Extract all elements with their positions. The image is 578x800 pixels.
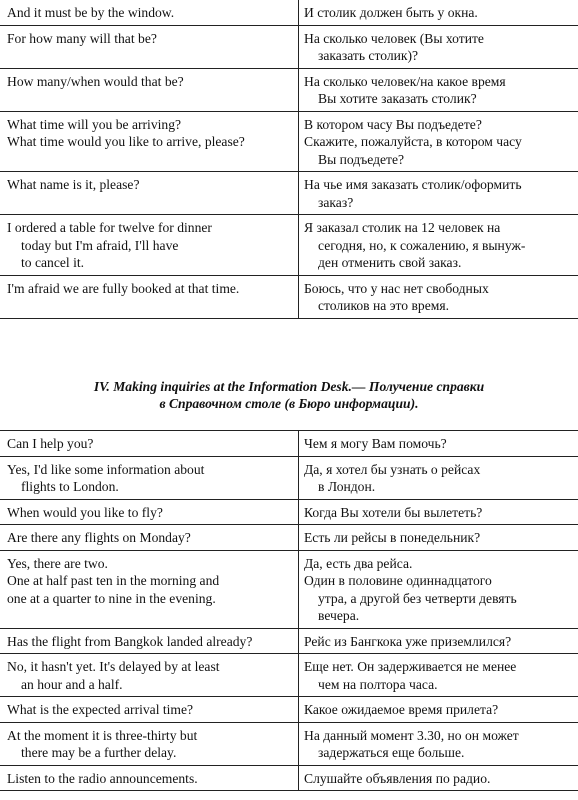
phrase-row bbox=[0, 525, 578, 551]
phrase-row bbox=[0, 456, 578, 499]
russian-translation bbox=[299, 215, 578, 276]
phrase-line: ден отменить свой заказ. bbox=[318, 255, 462, 270]
russian-translation bbox=[299, 722, 578, 765]
russian-translation bbox=[299, 68, 578, 111]
russian-translation bbox=[299, 431, 578, 457]
phrase-row bbox=[0, 697, 578, 723]
russian-translation bbox=[299, 765, 578, 791]
phrase-row bbox=[0, 215, 578, 276]
phrase-row bbox=[0, 275, 578, 318]
phrase-line: Есть ли рейсы в понедельник? bbox=[304, 530, 481, 545]
russian-translation bbox=[299, 111, 578, 172]
phrase-line: Еще нет. Он задерживается не менее bbox=[304, 659, 517, 674]
phrase-line: столиков на это время. bbox=[318, 298, 449, 313]
english-phrase bbox=[0, 431, 299, 457]
english-phrase bbox=[0, 172, 299, 215]
phrase-line: Вы подъедете? bbox=[318, 151, 405, 167]
english-phrase bbox=[0, 765, 299, 791]
phrase-line: one at a quarter to nine in the evening. bbox=[7, 590, 216, 606]
phrase-line: Да, я хотел бы узнать о рейсах bbox=[304, 461, 481, 477]
phrase-row bbox=[0, 111, 578, 172]
phrase-line: Yes, there are two. bbox=[7, 555, 108, 571]
phrase-line: Какое ожидаемое время прилета? bbox=[304, 702, 499, 717]
phrase-line: Yes, I'd like some information about bbox=[7, 461, 205, 477]
phrase-line: чем на полтора часа. bbox=[318, 676, 438, 692]
phrase-line: На данный момент 3.30, но он может bbox=[304, 727, 519, 743]
section-heading-line-1: IV. Making inquiries at the Information Desk.— Получение справки bbox=[93, 379, 485, 394]
phrase-row bbox=[0, 628, 578, 654]
english-phrase bbox=[0, 654, 299, 697]
phrase-line: to cancel it. bbox=[21, 255, 85, 270]
section-heading-line-2: в Справочном столе (в Бюро информации). bbox=[159, 396, 419, 411]
phrase-line: today but I'm afraid, I'll have bbox=[21, 237, 179, 253]
phrase-line: Боюсь, что у нас нет свободных bbox=[304, 280, 489, 296]
russian-translation bbox=[299, 654, 578, 697]
phrase-line: На сколько человек (Вы хотите bbox=[304, 30, 484, 46]
phrase-row bbox=[0, 0, 578, 25]
phrase-line: For how many will that be? bbox=[7, 30, 157, 46]
phrase-row bbox=[0, 722, 578, 765]
phrase-line: I'm afraid we are fully booked at that time. bbox=[7, 280, 240, 296]
russian-translation bbox=[299, 25, 578, 68]
phrase-line: When would you like to fly? bbox=[7, 504, 163, 520]
phrase-line: задержаться еще больше. bbox=[318, 745, 465, 760]
phrase-line: На чье имя заказать столик/оформить bbox=[304, 177, 522, 192]
phrase-row bbox=[0, 765, 578, 791]
phrase-line: Слушайте объявления по радио. bbox=[304, 770, 491, 786]
phrase-line: Are there any flights on Monday? bbox=[7, 530, 191, 545]
phrase-row bbox=[0, 431, 578, 457]
phrase-line: One at half past ten in the morning and bbox=[7, 573, 220, 588]
phrase-line: Listen to the radio announcements. bbox=[7, 770, 198, 786]
russian-translation bbox=[299, 0, 578, 25]
english-phrase bbox=[0, 275, 299, 318]
phrase-line: Can I help you? bbox=[7, 436, 94, 451]
english-phrase bbox=[0, 456, 299, 499]
phrase-line: What time will you be arriving? bbox=[7, 116, 182, 132]
english-phrase bbox=[0, 628, 299, 654]
phrase-line: No, it hasn't yet. It's delayed by at least bbox=[7, 659, 220, 674]
phrase-line: сегодня, но, к сожалению, я вынуж- bbox=[318, 237, 526, 253]
phrase-line: утра, а другой без четверти девять bbox=[318, 590, 517, 606]
russian-translation bbox=[299, 456, 578, 499]
phrase-line: And it must be by the window. bbox=[7, 5, 175, 20]
phrase-line: Вы хотите заказать столик? bbox=[318, 91, 477, 106]
phrase-line: an hour and a half. bbox=[21, 676, 123, 692]
section-heading bbox=[0, 378, 578, 412]
english-phrase bbox=[0, 550, 299, 628]
phrase-line: At the moment it is three-thirty but bbox=[7, 727, 198, 743]
russian-translation bbox=[299, 628, 578, 654]
phrase-line: What time would you like to arrive, please? bbox=[7, 134, 245, 149]
phrase-line: Я заказал столик на 12 человек на bbox=[304, 220, 501, 235]
phrase-row bbox=[0, 550, 578, 628]
phrase-row bbox=[0, 499, 578, 525]
english-phrase bbox=[0, 0, 299, 25]
phrase-row bbox=[0, 654, 578, 697]
phrase-line: Чем я могу Вам помочь? bbox=[304, 436, 447, 451]
phrase-line: Скажите, пожалуйста, в котором часу bbox=[304, 134, 522, 149]
phrase-table-restaurant bbox=[0, 0, 578, 319]
phrase-line: заказать столик)? bbox=[318, 48, 419, 63]
phrase-line: заказ? bbox=[318, 194, 354, 210]
english-phrase bbox=[0, 111, 299, 172]
phrase-line: What is the expected arrival time? bbox=[7, 702, 194, 717]
russian-translation bbox=[299, 525, 578, 551]
phrase-line: I ordered a table for twelve for dinner bbox=[7, 220, 212, 235]
phrase-line: flights to London. bbox=[21, 479, 119, 494]
russian-translation bbox=[299, 550, 578, 628]
english-phrase bbox=[0, 499, 299, 525]
phrase-row bbox=[0, 25, 578, 68]
english-phrase bbox=[0, 697, 299, 723]
phrase-line: И столик должен быть у окна. bbox=[304, 5, 478, 20]
russian-translation bbox=[299, 172, 578, 215]
english-phrase bbox=[0, 68, 299, 111]
phrase-line: Has the flight from Bangkok landed already? bbox=[7, 633, 253, 649]
phrase-line: в Лондон. bbox=[318, 479, 376, 494]
phrase-line: Один в половине одиннадцатого bbox=[304, 573, 492, 588]
phrase-line: вечера. bbox=[318, 608, 360, 623]
phrase-line: How many/when would that be? bbox=[7, 73, 184, 89]
english-phrase bbox=[0, 25, 299, 68]
phrase-line: Рейс из Бангкока уже приземлился? bbox=[304, 633, 512, 649]
russian-translation bbox=[299, 697, 578, 723]
russian-translation bbox=[299, 499, 578, 525]
phrase-line: Да, есть два рейса. bbox=[304, 555, 413, 571]
phrase-row bbox=[0, 68, 578, 111]
phrase-line: На сколько человек/на какое время bbox=[304, 73, 506, 89]
phrase-line: Когда Вы хотели бы вылететь? bbox=[304, 504, 483, 520]
phrase-line: В котором часу Вы подъедете? bbox=[304, 116, 482, 132]
russian-translation bbox=[299, 275, 578, 318]
phrase-line: there may be a further delay. bbox=[21, 745, 177, 760]
phrase-table-information-desk bbox=[0, 430, 578, 791]
english-phrase bbox=[0, 215, 299, 276]
english-phrase bbox=[0, 722, 299, 765]
english-phrase bbox=[0, 525, 299, 551]
phrase-row bbox=[0, 172, 578, 215]
phrase-line: What name is it, please? bbox=[7, 177, 140, 192]
